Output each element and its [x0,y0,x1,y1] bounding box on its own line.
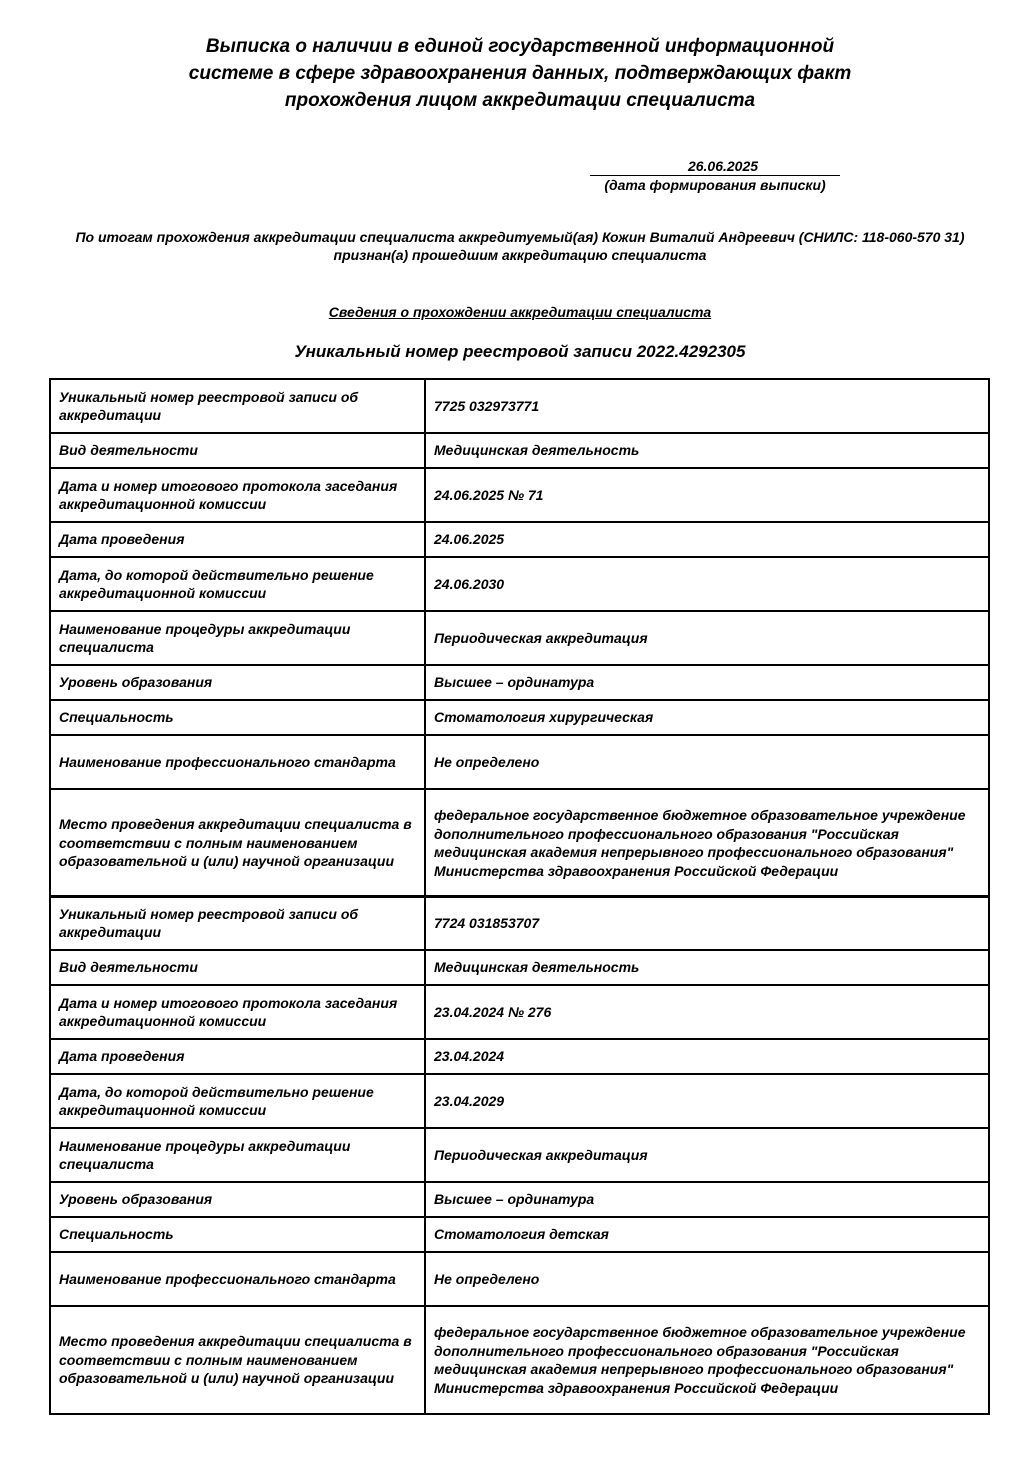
table-row [50,789,989,897]
row-label: Дата проведения [50,1039,425,1074]
table-row [50,700,989,735]
row-label: Дата, до которой действительно решение аккредитационной комиссии [50,557,425,611]
table-row [50,665,989,700]
row-value: 24.06.2030 [425,557,989,611]
table-row [50,1128,989,1182]
formation-date-block [590,157,840,194]
accreditation-record-table-2 [49,895,990,1415]
row-value: федеральное государственное бюджетное образовательное учреждение дополнительного профессионального образования "Российская медицинская академия непрерывного профессионального образования" Министерства здравоохранения Российской Федерации [425,789,989,897]
row-label: Наименование профессионального стандарта [50,1252,425,1306]
row-value: Периодическая аккредитация [425,1128,989,1182]
table-row [50,379,989,433]
row-label: Вид деятельности [50,433,425,468]
document-title [150,33,890,114]
row-value: 7724 031853707 [425,896,989,950]
row-label: Уникальный номер реестровой записи об аккредитации [50,379,425,433]
intro-text: По итогам прохождения аккредитации специалиста аккредитуемый(ая) Кожин Виталий Андреевич (СНИЛС: 118-060-570 31) признан(а) прошедшим аккредитацию специалиста [75,229,965,263]
table-row [50,735,989,789]
title-line: системе в сфере здравоохранения данных, подтверждающих факт [188,63,852,84]
row-label: Наименование процедуры аккредитации специалиста [50,611,425,665]
title-line: Выписка о наличии в единой государственной информационной [205,36,835,57]
table-row [50,522,989,557]
section-heading: Сведения о прохождении аккредитации специалиста [328,304,712,320]
table-row [50,1074,989,1128]
row-value: Стоматология детская [425,1217,989,1252]
row-label: Уровень образования [50,1182,425,1217]
row-value: Не определено [425,735,989,789]
row-label: Место проведения аккредитации специалиста в соответствии с полным наименованием образовательной и (или) научной организации [50,1306,425,1414]
row-label: Специальность [50,700,425,735]
table-row [50,611,989,665]
table-row [50,1182,989,1217]
row-value: федеральное государственное бюджетное образовательное учреждение дополнительного профессионального образования "Российская медицинская академия непрерывного профессионального образования" Министерства здравоохранения Российской Федерации [425,1306,989,1414]
row-label: Место проведения аккредитации специалиста в соответствии с полным наименованием образовательной и (или) научной организации [50,789,425,897]
title-line: прохождения лицом аккредитации специалиста [284,90,756,111]
row-value: Высшее – ординатура [425,1182,989,1217]
row-value: Медицинская деятельность [425,433,989,468]
row-label: Уровень образования [50,665,425,700]
row-value: Стоматология хирургическая [425,700,989,735]
table-row [50,896,989,950]
table-row [50,950,989,985]
row-value: Медицинская деятельность [425,950,989,985]
table-row [50,433,989,468]
row-value: 7725 032973771 [425,379,989,433]
row-value: Высшее – ординатура [425,665,989,700]
row-label: Дата и номер итогового протокола заседания аккредитационной комиссии [50,468,425,522]
table-row [50,468,989,522]
row-label: Дата и номер итогового протокола заседания аккредитационной комиссии [50,985,425,1039]
table-row [50,1306,989,1414]
table-row [50,985,989,1039]
registry-number-heading: Уникальный номер реестровой записи 2022.4292305 [294,342,746,361]
formation-date-caption: (дата формирования выписки) [604,177,826,193]
row-label: Уникальный номер реестровой записи об аккредитации [50,896,425,950]
row-value: Не определено [425,1252,989,1306]
row-value: 23.04.2029 [425,1074,989,1128]
table-row [50,557,989,611]
row-label: Специальность [50,1217,425,1252]
row-label: Дата, до которой действительно решение аккредитационной комиссии [50,1074,425,1128]
row-label: Наименование профессионального стандарта [50,735,425,789]
row-value: Периодическая аккредитация [425,611,989,665]
row-label: Дата проведения [50,522,425,557]
row-value: 24.06.2025 № 71 [425,468,989,522]
accreditation-record-table-1 [49,378,990,898]
row-value: 23.04.2024 [425,1039,989,1074]
formation-date: 26.06.2025 [590,157,840,176]
row-value: 24.06.2025 [425,522,989,557]
row-value: 23.04.2024 № 276 [425,985,989,1039]
row-label: Вид деятельности [50,950,425,985]
table-row [50,1252,989,1306]
table-row [50,1217,989,1252]
table-row [50,1039,989,1074]
row-label: Наименование процедуры аккредитации специалиста [50,1128,425,1182]
